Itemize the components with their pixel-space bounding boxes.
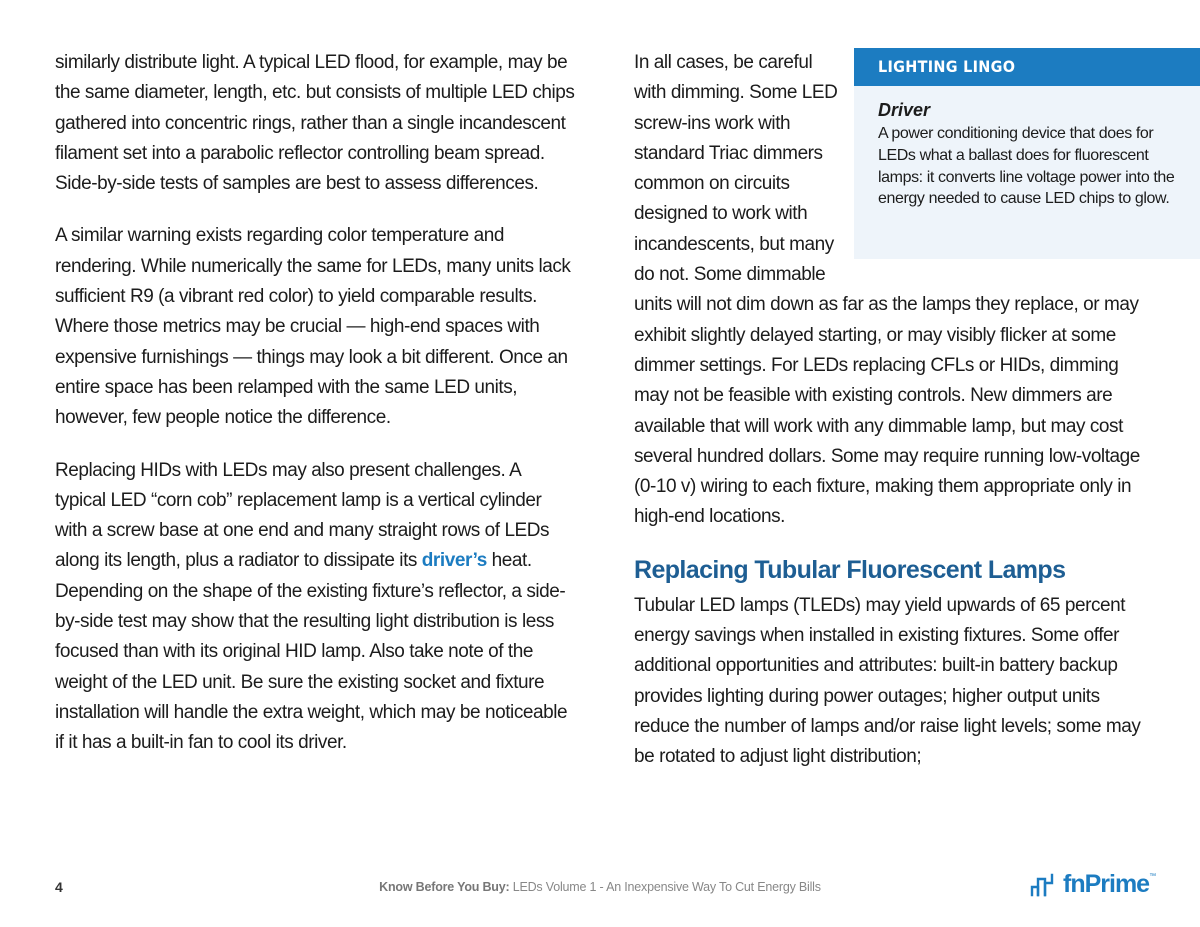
sidebar-body [854, 86, 1200, 210]
paragraph-color-temperature: A similar warning exists regarding color temperature and rendering. While numerically the same for LEDs, many units lack sufficient R9 (a vibrant red color) to yield comparable results. Where those metrics may be crucial — high-end spaces with expensive furnishings — things may look a bit different. Once an entire space has been relamped with the same LED units, however, few people notice the difference. [55, 225, 571, 429]
sidebar-header: LIGHTING LINGO [854, 48, 1200, 86]
left-column [55, 48, 575, 781]
logo-text: fnPrime [1063, 870, 1150, 898]
paragraph-text: heat. Depending on the shape of the existing fixture’s reflector, a side-by-side test may show that the resulting light distribution is less focused than with its original HID lamp. Also take note of the weight of the LED unit. Be sure the existing socket and fixture installation will handle the extra weight, which may be noticeable if it has a built-in fan to cool its driver. [55, 550, 568, 754]
driver-glossary-link[interactable]: driver’s [421, 550, 487, 572]
paragraph-tubular-led: Tubular LED lamps (TLEDs) may yield upwards of 65 percent energy savings when installed in existing fixtures. Some offer additional opportunities and attributes: built-in battery backup provides lighting during power outages; higher output units reduce the number of lamps and/or raise light levels; some may be rotated to adjust light distribution; [634, 594, 1141, 768]
right-column [634, 48, 1175, 795]
paragraph-replacing-hids [55, 456, 575, 759]
glossary-term: Driver [878, 100, 931, 120]
glossary-definition: A power conditioning device that does for LEDs what a ballast does for fluorescent lamps: it converts line voltage power into the energy needed to cause LED chips to glow. [878, 125, 1175, 208]
paragraph-dimming: In all cases, be careful with dimming. Some LED screw-ins work with standard Triac dimmers common on circuits designed to work with incandescents, but many do not. Some dimmable units will not dim down as far as the lamps they replace, or may exhibit slightly delayed starting, or may visibly flicker at some dimmer settings. For LEDs replacing CFLs or HIDs, dimming may not be feasible with existing controls. New dimmers are available that will work with any dimmable lamp, but may cost several hundred dollars. Some may require running low-voltage (0-10 v) wiring to each fixture, making them appropriate only in high-end locations. [634, 52, 1140, 528]
page-number: 4 [55, 879, 63, 895]
paragraph-text: Replacing HIDs with LEDs may also present challenges. A typical LED “corn cob” replacement lamp is a vertical cylinder with a screw base at one end and many straight rows of LEDs along its length, plus a radiator to dissipate its [55, 459, 550, 572]
paragraph-light-distribution: similarly distribute light. A typical LED flood, for example, may be the same diameter, length, etc. but consists of multiple LED chips gathered into concentric rings, rather than a single incandescent filament set into a parabolic reflector controlling beam spread. Side-by-side tests of samples are best to assess differences. [55, 52, 575, 195]
section-heading: Replacing Tubular Fluorescent Lamps [634, 555, 1066, 584]
footer-title-bold: Know Before You Buy: [379, 880, 510, 894]
footer-title [0, 880, 1200, 894]
fnprime-logo [1030, 870, 1156, 899]
building-logo-icon [1030, 873, 1060, 897]
footer-title-rest: LEDs Volume 1 - An Inexpensive Way To Cut Energy Bills [509, 880, 821, 894]
lighting-lingo-sidebar [854, 48, 1200, 259]
logo-trademark: ™ [1149, 873, 1157, 880]
